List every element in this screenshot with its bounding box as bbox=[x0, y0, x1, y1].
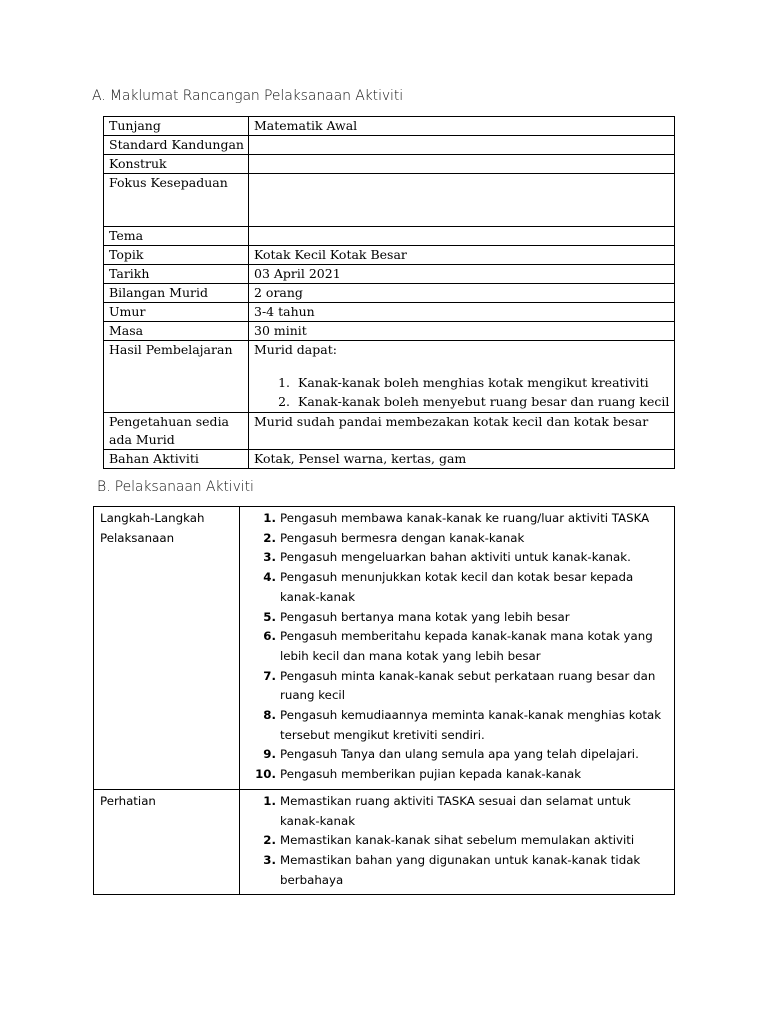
list-number: 6. bbox=[263, 629, 276, 644]
list-number: 10. bbox=[255, 767, 276, 782]
row-value: Murid sudah pandai membezakan kotak kecil dan kotak besar bbox=[249, 413, 675, 450]
table-row bbox=[104, 284, 675, 303]
row-value: Matematik Awal bbox=[249, 117, 675, 136]
list-item bbox=[246, 831, 670, 851]
steps-label: Langkah-Langkah Pelaksanaan bbox=[94, 507, 240, 790]
activity-info-table bbox=[103, 116, 675, 469]
table-row bbox=[104, 265, 675, 284]
table-row bbox=[104, 413, 675, 450]
list-item bbox=[246, 608, 670, 628]
row-value bbox=[249, 174, 675, 227]
implementation-table bbox=[93, 506, 675, 895]
list-item bbox=[246, 851, 670, 890]
steps-cell bbox=[240, 507, 675, 790]
list-number: 7. bbox=[263, 668, 276, 683]
list-number: 3. bbox=[263, 550, 276, 565]
list-item bbox=[246, 792, 670, 831]
row-value bbox=[249, 136, 675, 155]
list-text: Memastikan bahan yang digunakan untuk kanak-kanak tidak berbahaya bbox=[280, 852, 641, 887]
row-value bbox=[249, 155, 675, 174]
table-row bbox=[94, 507, 675, 790]
list-item bbox=[246, 529, 670, 549]
table-row bbox=[94, 789, 675, 895]
row-label: Tema bbox=[104, 227, 249, 246]
notes-list bbox=[246, 792, 670, 891]
list-text: Pengasuh memberitahu kepada kanak-kanak mana kotak yang lebih kecil dan mana kotak yang lebih besar bbox=[280, 629, 653, 663]
list-text: Pengasuh minta kanak-kanak sebut perkataan ruang besar dan ruang kecil bbox=[280, 668, 656, 703]
table-row bbox=[104, 322, 675, 341]
row-label: Bilangan Murid bbox=[104, 284, 249, 303]
table-row bbox=[104, 450, 675, 469]
list-text: Pengasuh memberikan pujian kepada kanak-kanak bbox=[280, 767, 582, 782]
row-value: 30 minit bbox=[249, 322, 675, 341]
row-label: Tunjang bbox=[104, 117, 249, 136]
section-a-heading: A. Maklumat Rancangan Pelaksanaan Aktiviti bbox=[92, 88, 404, 104]
row-label: Bahan Aktiviti bbox=[104, 450, 249, 469]
list-number: 8. bbox=[263, 708, 276, 723]
table-row bbox=[104, 174, 675, 227]
list-number: 2. bbox=[263, 833, 276, 848]
list-item: 1. Kanak-kanak boleh menghias kotak mengikut kreativiti bbox=[294, 373, 674, 392]
list-number: 5. bbox=[263, 609, 276, 624]
list-item bbox=[246, 745, 670, 765]
row-label: Umur bbox=[104, 303, 249, 322]
table-row bbox=[104, 341, 675, 413]
notes-cell bbox=[240, 789, 675, 895]
row-label: Konstruk bbox=[104, 155, 249, 174]
table-row bbox=[104, 117, 675, 136]
steps-list bbox=[246, 509, 670, 785]
list-text: Pengasuh mengeluarkan bahan aktiviti untuk kanak-kanak. bbox=[280, 550, 631, 565]
list-item bbox=[246, 765, 670, 785]
table-row bbox=[104, 136, 675, 155]
list-text: Memastikan kanak-kanak sihat sebelum memulakan aktiviti bbox=[280, 833, 635, 848]
list-item bbox=[246, 667, 670, 706]
row-value: 03 April 2021 bbox=[249, 265, 675, 284]
list-item bbox=[246, 509, 670, 529]
list-text: Pengasuh kemudiaannya meminta kanak-kanak menghias kotak tersebut mengikut kretiviti sendiri. bbox=[280, 708, 662, 742]
list-number: 9. bbox=[263, 747, 276, 762]
table-row bbox=[104, 155, 675, 174]
list-text: Pengasuh menunjukkan kotak kecil dan kotak besar kepada kanak-kanak bbox=[280, 570, 634, 604]
learning-outcome-intro: Murid dapat: bbox=[254, 342, 337, 357]
list-number: 2. bbox=[263, 530, 276, 545]
list-item bbox=[246, 568, 670, 607]
row-label: Tarikh bbox=[104, 265, 249, 284]
list-text: Pengasuh membawa kanak-kanak ke ruang/luar aktiviti TASKA bbox=[280, 511, 650, 525]
row-label: Fokus Kesepaduan bbox=[104, 174, 249, 227]
row-value: Kotak, Pensel warna, kertas, gam bbox=[249, 450, 675, 469]
notes-label: Perhatian bbox=[94, 789, 240, 895]
list-number: 3. bbox=[263, 852, 276, 867]
list-item bbox=[246, 706, 670, 745]
row-value bbox=[249, 341, 675, 413]
row-value: Kotak Kecil Kotak Besar bbox=[249, 246, 675, 265]
table-row bbox=[104, 227, 675, 246]
list-item: 2. Kanak-kanak boleh menyebut ruang besar dan ruang kecil bbox=[294, 392, 674, 411]
list-text: Pengasuh Tanya dan ulang semula apa yang telah dipelajari. bbox=[280, 747, 639, 762]
row-label: Topik bbox=[104, 246, 249, 265]
section-b-heading: B. Pelaksanaan Aktiviti bbox=[97, 479, 254, 495]
row-value: 3-4 tahun bbox=[249, 303, 675, 322]
list-text: Pengasuh bertanya mana kotak yang lebih besar bbox=[280, 609, 570, 624]
list-item bbox=[246, 548, 670, 568]
row-value bbox=[249, 227, 675, 246]
row-label: Pengetahuan sedia ada Murid bbox=[104, 413, 249, 450]
learning-outcome-list bbox=[254, 373, 674, 411]
table-row bbox=[104, 246, 675, 265]
list-item bbox=[246, 627, 670, 666]
row-label: Hasil Pembelajaran bbox=[104, 341, 249, 413]
list-number: 1. bbox=[263, 793, 276, 808]
row-label: Standard Kandungan bbox=[104, 136, 249, 155]
row-label: Masa bbox=[104, 322, 249, 341]
list-text: Pengasuh bermesra dengan kanak-kanak bbox=[280, 530, 525, 545]
list-number: 4. bbox=[263, 570, 276, 585]
list-text: Memastikan ruang aktiviti TASKA sesuai dan selamat untuk kanak-kanak bbox=[280, 793, 631, 828]
row-value: 2 orang bbox=[249, 284, 675, 303]
list-number: 1. bbox=[263, 511, 276, 525]
table-row bbox=[104, 303, 675, 322]
